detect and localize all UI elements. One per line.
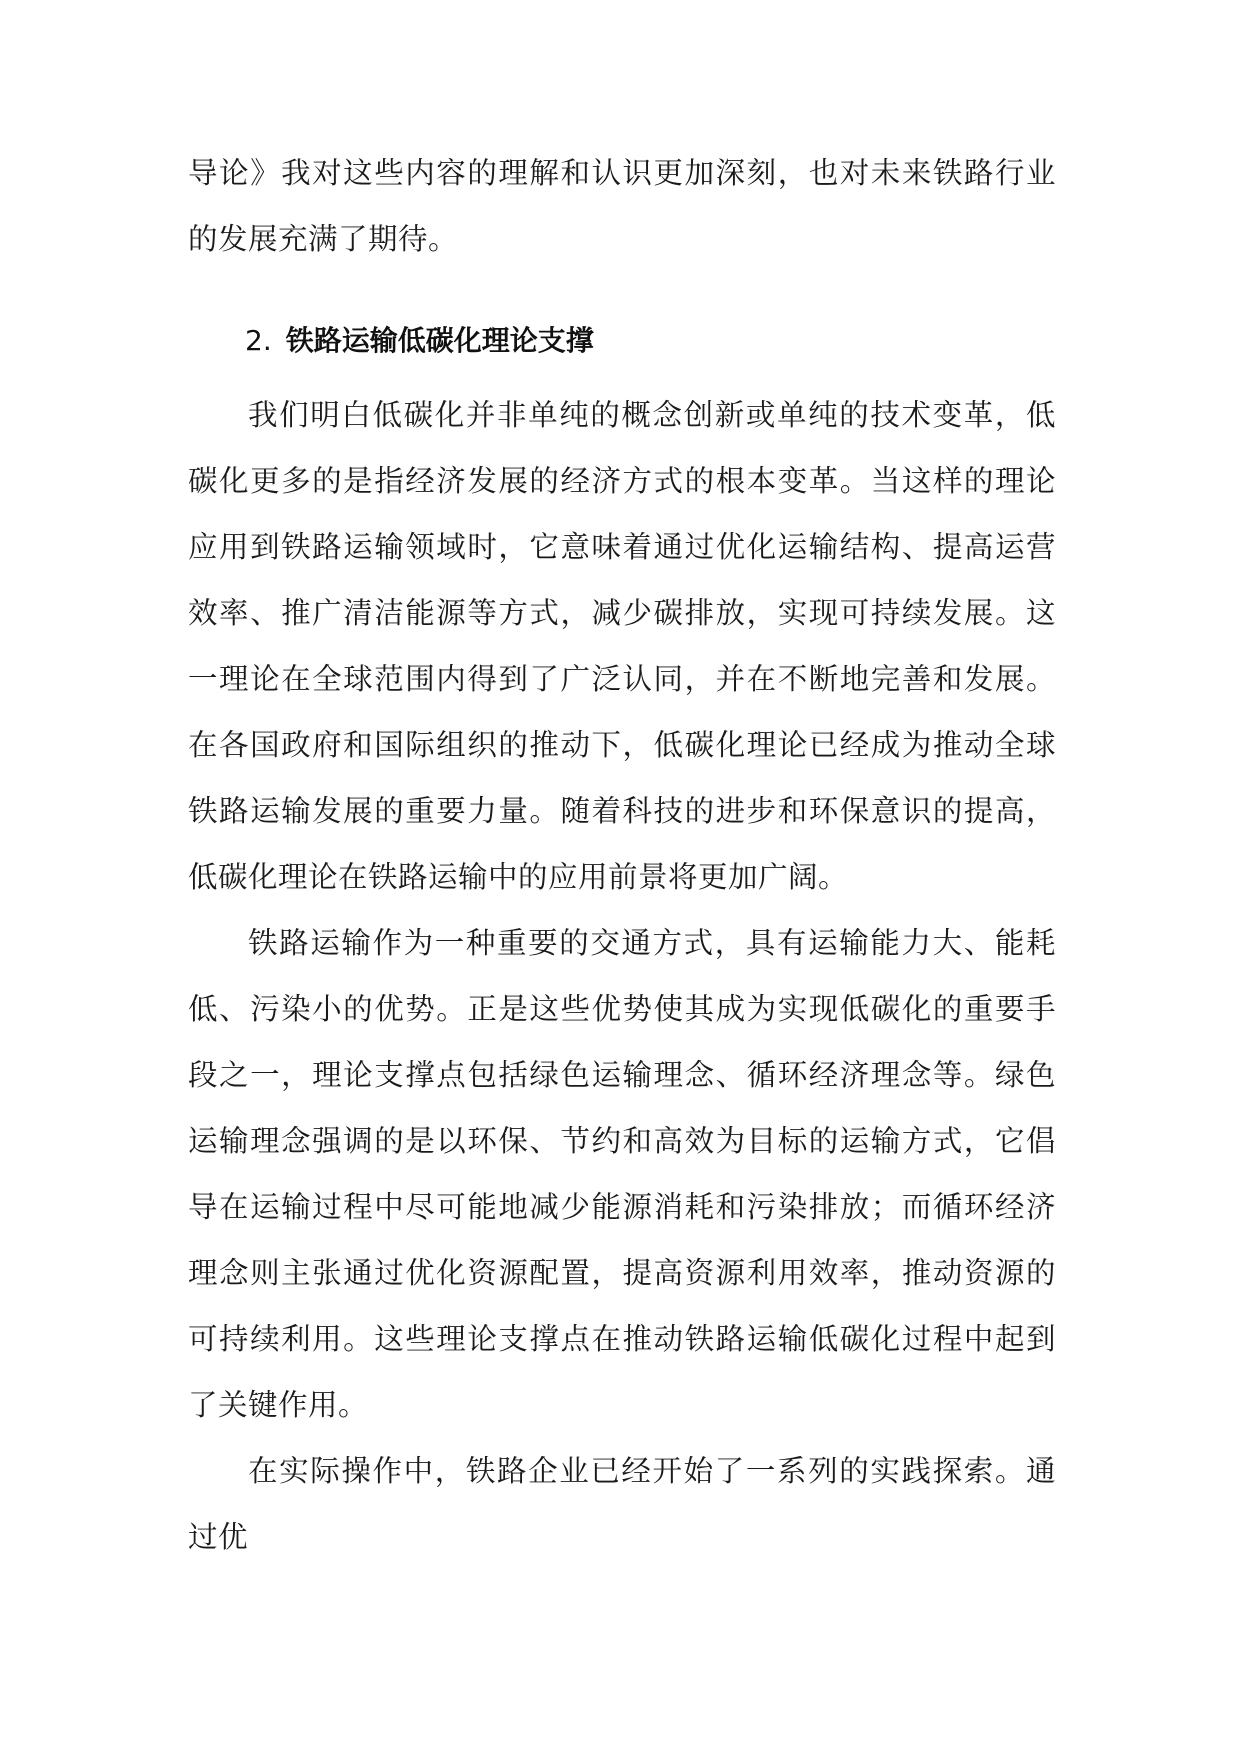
body-paragraph-rail-advantages: 铁路运输作为一种重要的交通方式，具有运输能力大、能耗低、污染小的优势。正是这些优势使其成为实现低碳化的重要手段之一，理论支撑点包括绿色运输理念、循环经济理念等。绿色运输理念强调的是以环保、节约和高效为目标的运输方式，它倡导在运输过程中尽可能地减少能源消耗和污染排放；而循环经济理念则主张通过优化资源配置，提高资源利用效率，推动资源的可持续利用。这些理论支撑点在推动铁路运输低碳化过程中起到了关键作用。 [188,926,1056,1422]
continued-paragraph: 导论》我对这些内容的理解和认识更加深刻，也对未来铁路行业的发展充满了期待。 [188,156,1056,256]
section-title: 铁路运输低碳化理论支撑 [285,324,594,357]
body-paragraph-practice: 在实际操作中，铁路企业已经开始了一系列的实践探索。通过优 [188,1454,1056,1554]
section-heading [188,308,1056,374]
section-number: 2. [245,324,272,357]
body-paragraph-low-carbon-theory: 我们明白低碳化并非单纯的概念创新或单纯的技术变革，低碳化更多的是指经济发展的经济方式的根本变革。当这样的理论应用到铁路运输领域时，它意味着通过优化运输结构、提高运营效率、推广清洁能源等方式，减少碳排放，实现可持续发展。这一理论在全球范围内得到了广泛认同，并在不断地完善和发展。在各国政府和国际组织的推动下，低碳化理论已经成为推动全球铁路运输发展的重要力量。随着科技的进步和环保意识的提高，低碳化理论在铁路运输中的应用前景将更加广阔。 [188,398,1056,894]
document-body [188,140,1056,1570]
